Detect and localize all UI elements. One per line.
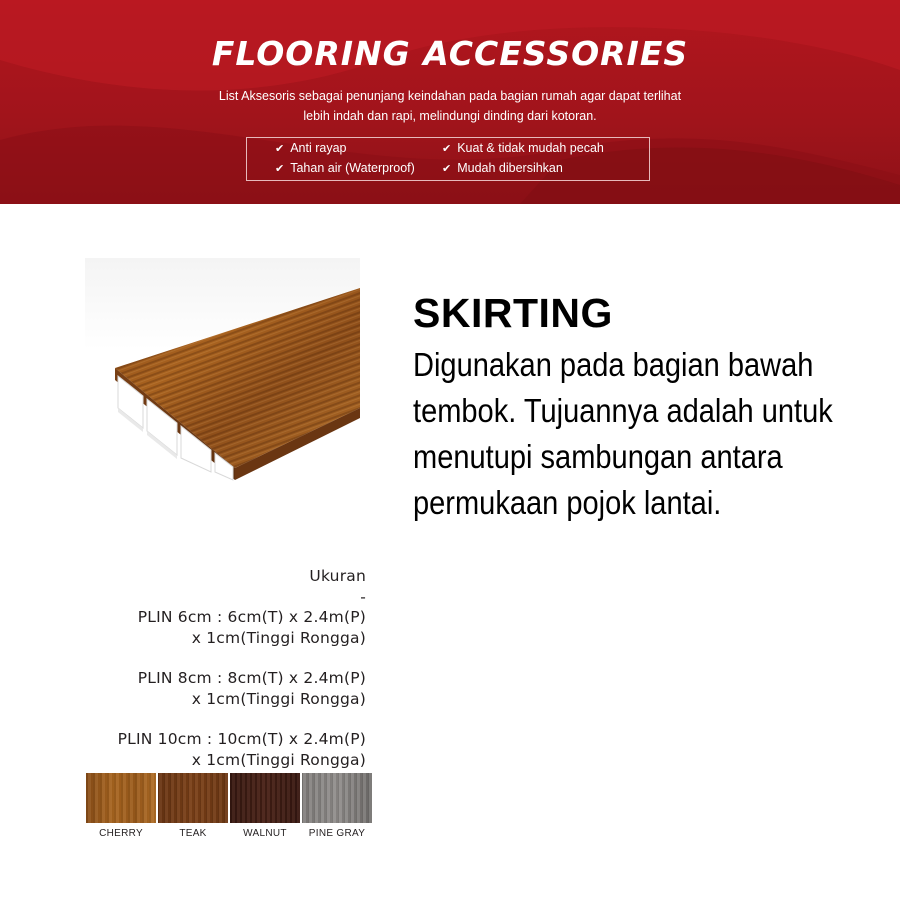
swatch-label: WALNUT (243, 828, 287, 839)
product-description-line: Digunakan pada bagian bawah (413, 346, 814, 383)
product-description (413, 342, 853, 526)
header-banner (0, 0, 900, 204)
size-line: x 1cm(Tinggi Rongga) (191, 628, 366, 647)
swatch-cherry (86, 773, 156, 839)
product-description-line: menutupi sambungan antara (413, 438, 783, 475)
swatch-teak (158, 773, 228, 839)
size-list (118, 566, 366, 770)
size-line: PLIN 10cm : 10cm(T) x 2.4m(P) (117, 730, 366, 748)
product-description-line: permukaan pojok lantai. (413, 484, 722, 521)
swatch-chip (86, 773, 156, 823)
banner-description-line: lebih indah dan rapi, melindungi dinding dari kotoran. (303, 109, 597, 123)
check-icon: ✔ (442, 163, 452, 175)
swatch-walnut (230, 773, 300, 839)
check-icon: ✔ (442, 143, 452, 155)
size-line: PLIN 6cm : 6cm(T) x 2.4m(P) (137, 608, 366, 626)
swatch-label: TEAK (179, 828, 207, 839)
size-separator: - (360, 587, 366, 606)
swatch-chip (230, 773, 300, 823)
feature-label: Tahan air (Waterproof) (290, 161, 415, 175)
swatch-label: CHERRY (99, 828, 143, 839)
feature-item (442, 161, 563, 175)
size-item (118, 729, 366, 770)
banner-description (180, 86, 720, 126)
feature-label: Anti rayap (290, 141, 347, 155)
size-line: x 1cm(Tinggi Rongga) (191, 689, 366, 708)
banner-description-line: List Aksesoris sebagai penunjang keindahan pada bagian rumah agar dapat terlihat (218, 89, 682, 103)
swatch-chip (302, 773, 372, 823)
feature-item (442, 141, 604, 155)
size-line: PLIN 8cm : 8cm(T) x 2.4m(P) (137, 669, 366, 687)
product-description-line: tembok. Tujuannya adalah untuk (413, 392, 833, 429)
feature-item (275, 141, 347, 155)
size-item (118, 668, 366, 709)
product-title: SKIRTING (413, 290, 613, 336)
skirting-board-illustration (85, 258, 360, 488)
banner-title: FLOORING ACCESSORIES (211, 34, 689, 73)
size-line: x 1cm(Tinggi Rongga) (191, 750, 366, 769)
feature-label: Kuat & tidak mudah pecah (457, 141, 604, 155)
swatch-label: PINE GRAY (308, 828, 366, 839)
swatch-pine-gray (302, 773, 372, 839)
skirting-board-image (85, 258, 360, 488)
check-icon: ✔ (275, 143, 285, 155)
feature-label: Mudah dibersihkan (457, 161, 563, 175)
size-item (118, 607, 366, 648)
check-icon: ✔ (275, 163, 285, 175)
features-box (246, 137, 650, 181)
color-swatches (86, 773, 370, 843)
swatch-chip (158, 773, 228, 823)
size-heading: Ukuran (309, 567, 366, 585)
feature-item (275, 161, 415, 175)
